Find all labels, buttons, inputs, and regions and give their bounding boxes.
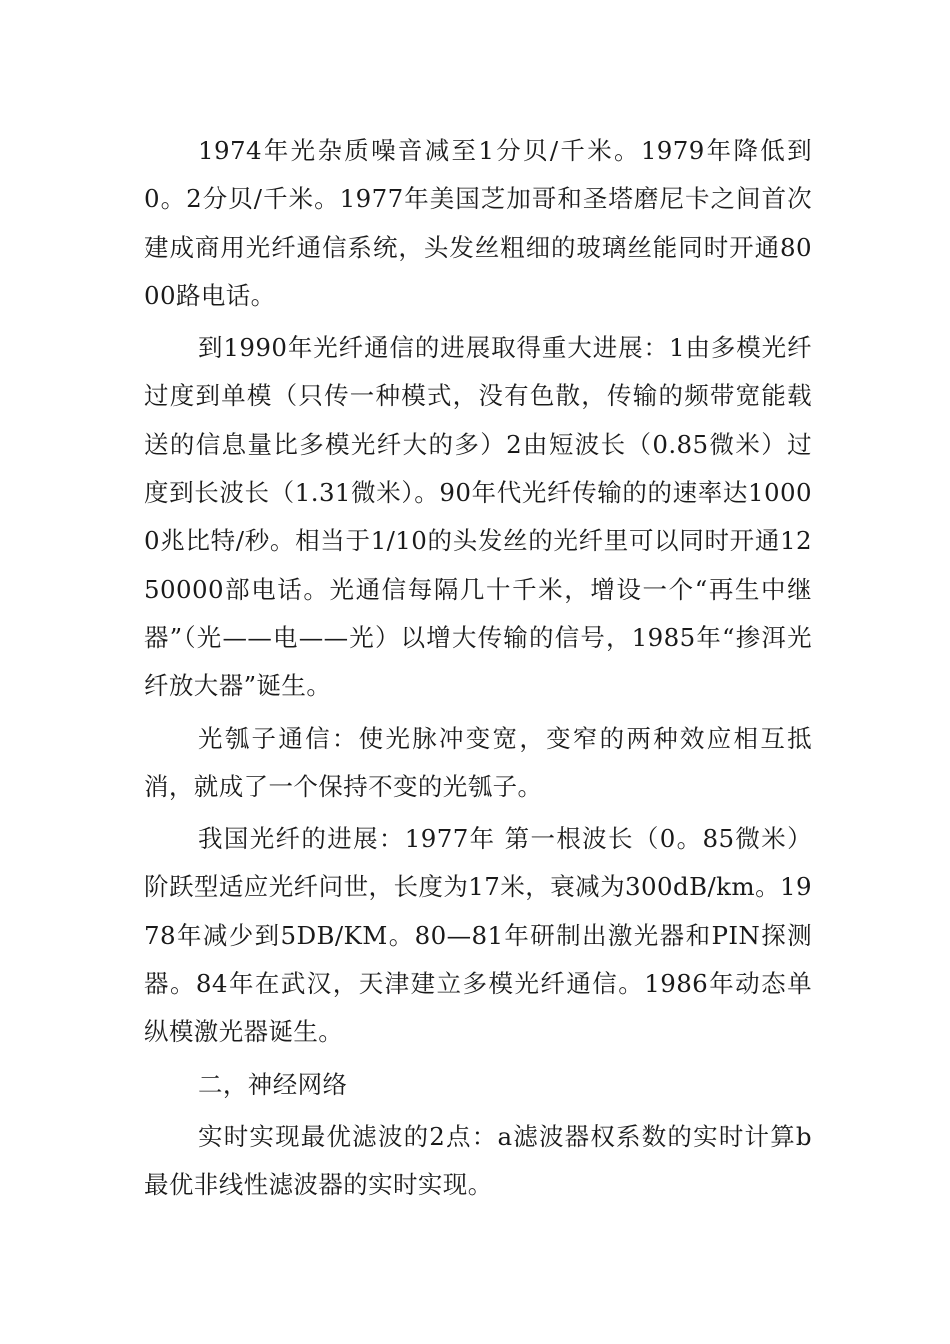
document-body: [144, 127, 812, 1214]
section-heading-neural-network: 二，神经网络: [198, 1069, 348, 1099]
paragraph-china-fiber-progress: 我国光纤的进展：1977年 第一根波长（0。85微米）阶跃型适应光纤问世，长度为17米，衰减为300dB/km。1978年减少到5DB/KM。80—81年研制出激光器和PIN探测器。84年在武汉，天津建立多模光纤通信。1986年动态单纵模激光器诞生。: [144, 824, 812, 1047]
paragraph-1990-progress: 到1990年光纤通信的进展取得重大进展：1由多模光纤过度到单模（只传一种模式，没有色散，传输的频带宽能载送的信息量比多模光纤大的多）2由短波长（0.85微米）过度到长波长（1.31微米）。90年代光纤传输的的速率达10000兆比特/秒。相当于1/10的头发丝的光纤里可以同时开通1250000部电话。光通信每隔几十千米，增设一个“再生中继器”（光——电——光）以增大传输的信号，1985年“掺洱光纤放大器”诞生。: [144, 333, 812, 701]
paragraph-soliton-communication: 光瓠子通信：使光脉冲变宽，变窄的两种效应相互抵消，就成了一个保持不变的光瓠子。: [144, 723, 812, 801]
paragraph-optimal-filtering: 实时实现最优滤波的2点：a滤波器权系数的实时计算b最优非线性滤波器的实时实现。: [144, 1121, 812, 1200]
paragraph-optical-fiber-history: 1974年光杂质噪音减至1分贝/千米。1979年降低到0。2分贝/千米。1977年美国芝加哥和圣塔磨尼卡之间首次建成商用光纤通信系统，头发丝粗细的玻璃丝能同时开通8000路电话。: [144, 136, 812, 310]
